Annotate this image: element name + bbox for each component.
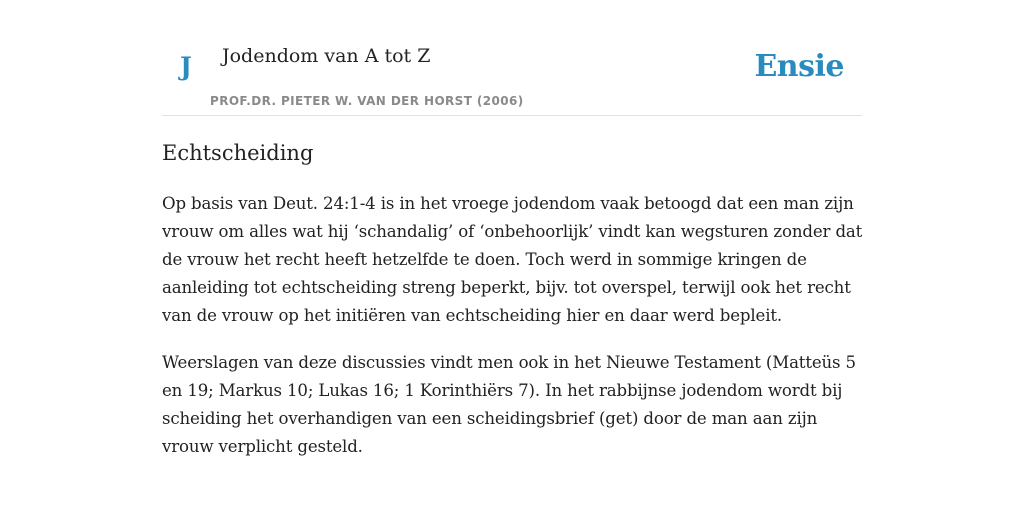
book-author: PROF.DR. PIETER W. VAN DER HORST (2006) <box>210 94 524 108</box>
entry-paragraph-2: Weerslagen van deze discussies vindt men ook in het Nieuwe Testament (Matteüs 5 en 19; Markus 10; Lukas 16; 1 Korinthiërs 7). In het rabbijnse jodendom wordt bij scheiding het overhandigen van een scheidingsbrief (get) door de man aan zijn vrouw verplicht gesteld. <box>162 353 856 457</box>
ensie-logo[interactable]: Ensie <box>754 49 844 84</box>
entry-content <box>162 140 864 480</box>
book-letter-icon[interactable]: J <box>180 52 192 81</box>
book-title-link[interactable]: Jodendom van A tot Z <box>222 45 431 67</box>
book-header <box>162 0 862 116</box>
entry-paragraph-1: Op basis van Deut. 24:1-4 is in het vroege jodendom vaak betoogd dat een man zijn vrouw om alles wat hij ‘schandalig’ of ‘onbehoorlijk’ vindt kan wegsturen zonder dat de vrouw het recht heeft hetzelfde te doen. Toch werd in sommige kringen de aanleiding tot echtscheiding streng beperkt, bijv. tot overspel, terwijl ook het recht van de vrouw op het initiëren van echtscheiding hier en daar werd bepleit. <box>162 194 863 326</box>
entry-title: Echtscheiding <box>162 141 314 165</box>
